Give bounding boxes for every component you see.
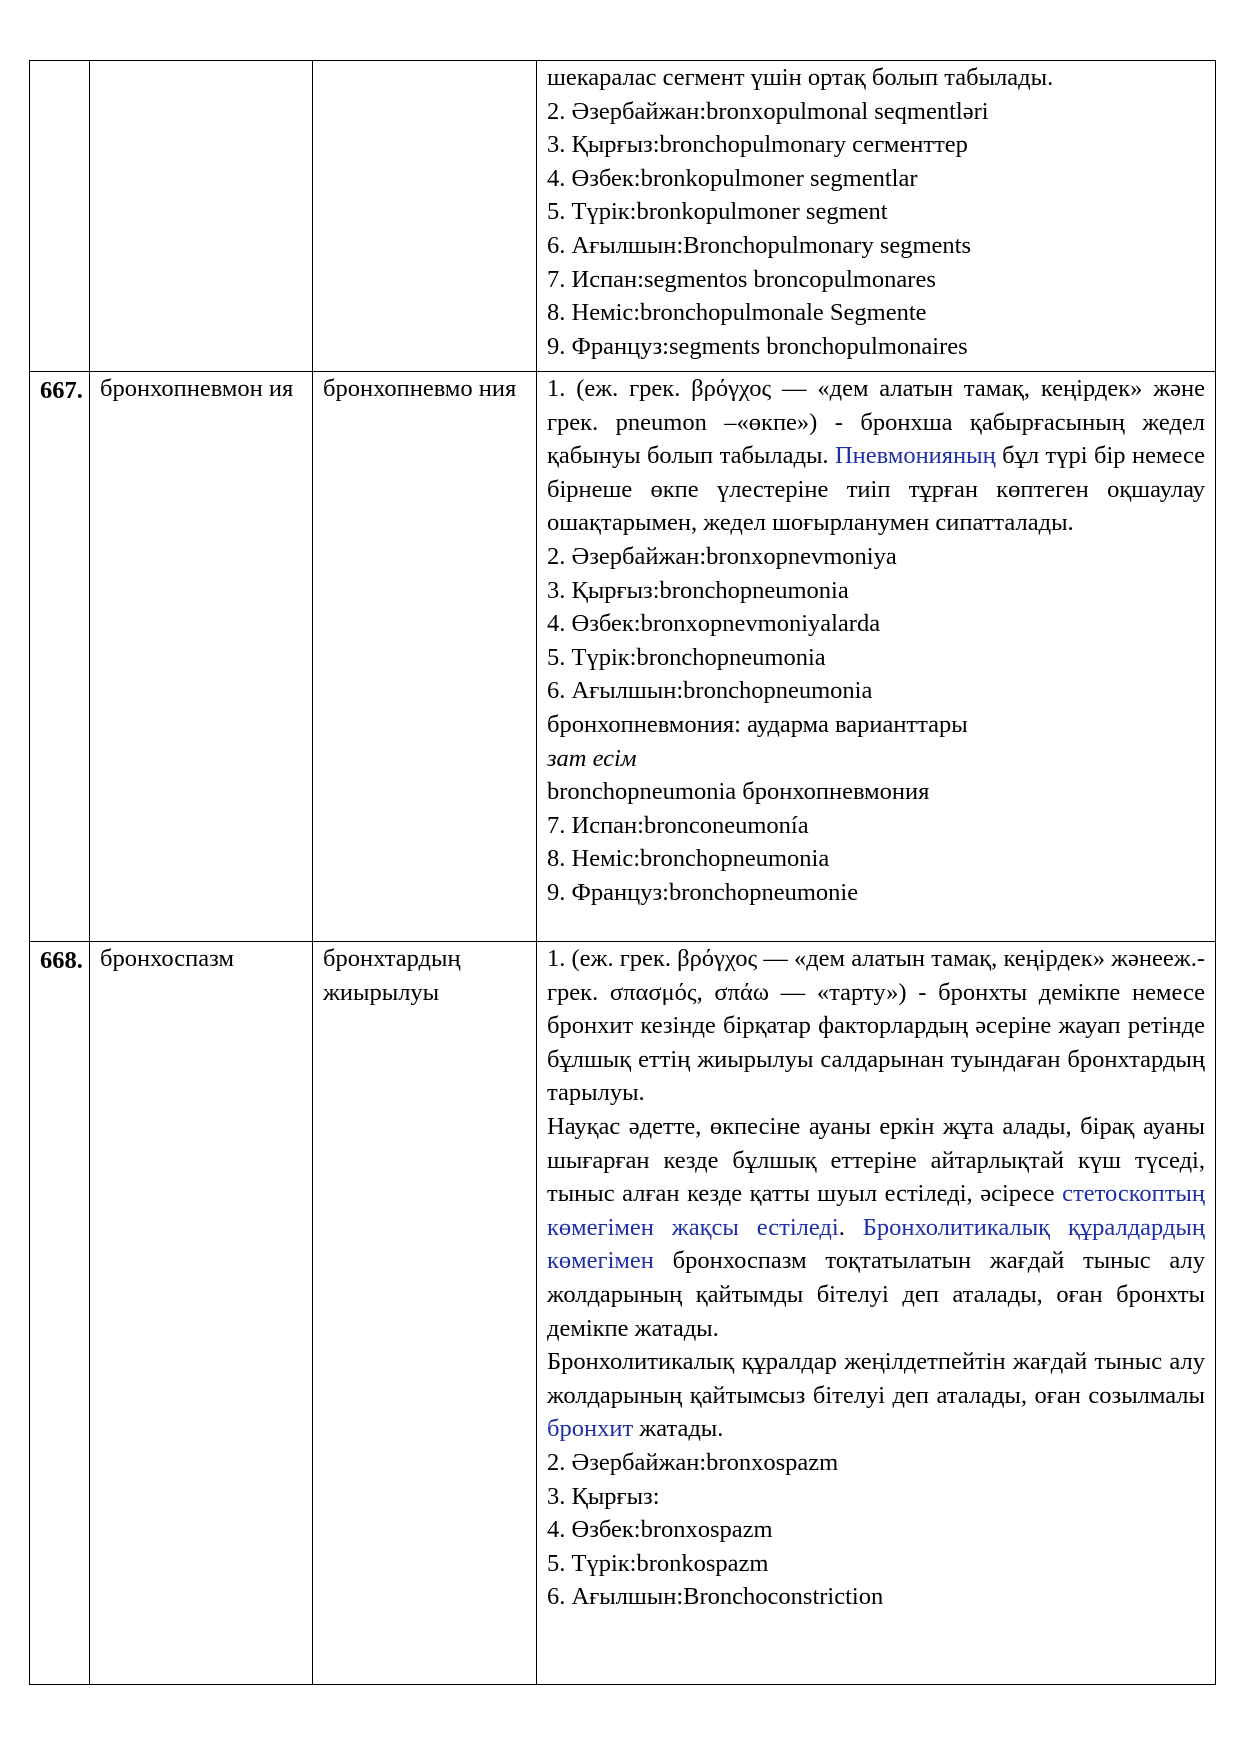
term-kazakh-cell [313,61,537,372]
part-of-speech-note: зат есім [547,744,637,772]
translation-line: 7. Испан:segmentos broncopulmonares [547,265,936,293]
translation-line: 3. Қырғыз:bronchopneumonia [547,576,849,604]
translation-line: 6. Ағылшын:Bronchopulmonary segments [547,231,972,259]
definition-paragraph [547,1345,1205,1446]
entry-number-cell: 667. [30,372,90,942]
entry-number-cell: 668. [30,942,90,1685]
translation-line: 8. Неміс:bronchopneumonia [547,845,830,873]
translation-line: 5. Түрік:bronkospazm [547,1549,769,1577]
translation-line: bronchopneumonia бронхопневмония [547,778,930,806]
definition-cell [537,942,1216,1685]
bronchitis-link[interactable]: бронхит [547,1415,634,1443]
dictionary-table [29,60,1216,1685]
bronchodilator-link[interactable]: Бронхолитикалық құралдардың көмегімен [547,1213,1206,1275]
definition-cell [537,372,1216,942]
term-kazakh-cell: бронхопневмо ния [313,372,537,942]
term-russian-cell: бронхопневмон ия [90,372,313,942]
translation-line: 8. Неміс:bronchopulmonale Segmente [547,299,927,327]
stethoscope-link[interactable]: стетоскоптың көмегімен жақсы естіледі [547,1180,1205,1241]
definition-text: бұл түрі бір немесе бірнеше өкпе үлестеріне тиіп тұрған көптеген оқшаулау ошақтарымен, жедел шоғырланумен сипатталады. [547,442,1205,537]
definition-text: 1. (еж. грек. βρόγχος — «дем алатын тамақ, кеңірдек» және грек. pneumon –«өкпе») - бронхша қабырғасының жедел қабынуы болып табылады. [547,375,1205,470]
translation-line: 3. Қырғыз:bronchopulmonary сегменттер [547,131,968,159]
definition-text: бронхоспазм тоқтатылатын жағдай тыныс алу жолдарының қайтымды бітелуі деп аталады, оған бронхты демікпе жатады. [547,1247,1205,1342]
definition-line: шекаралас сегмент үшін ортақ болып табылады. [547,64,1054,91]
translation-line: 2. Әзербайжан:bronxopnevmoniya [547,542,897,570]
table-row [30,61,1216,372]
term-russian-cell: бронхоспазм [90,942,313,1685]
definition-paragraph: 1. (еж. грек. βρόγχος — «дем алатын тамақ, кеңірдек» жәнееж.-грек. σπασμός, σπάω — «тарту») - бронхты демікпе немесе бронхит кезінде бірқатар факторлардың әсеріне жауап ретінде бұлшық еттің жиырылуы салдарынан туындаған бронхтардың тарылуы. [547,945,1205,1107]
translation-line: 7. Испан:bronconeumonía [547,811,809,839]
translation-variants-line: бронхопневмония: аударма варианттары [547,710,968,738]
translation-line: 2. Әзербайжан:bronxospazm [547,1448,839,1476]
translation-line: 6. Ағылшын:Bronchoconstriction [547,1583,884,1611]
table-row [30,942,1216,1685]
pneumonia-link[interactable]: Пневмонияның [834,442,996,470]
definition-text: Науқас әдетте, өкпесіне ауаны еркін жұта алады, бірақ ауаны шығарған кезде бұлшық еттеріне айтарлықтай күш түседі, тыныс алған кезде қатты шуыл естіледі, әсіресе [547,1112,1205,1208]
definition-text: жатады. [633,1415,724,1443]
definition-cell [537,61,1216,372]
term-kazakh-cell: бронхтардың жиырылуы [313,942,537,1685]
translation-line: 6. Ағылшын:bronchopneumonia [547,677,873,705]
translation-line: 9. Француз:bronchopneumonie [547,878,859,906]
translation-line: 4. Өзбек:bronkopulmoner segmentlar [547,164,918,192]
translation-line: 9. Француз:segments bronchopulmonaires [547,332,968,360]
translation-line: 5. Түрік:bronkopulmoner segment [547,198,888,226]
translation-line: 4. Өзбек:bronxopnevmoniyalarda [547,610,881,638]
definition-text: Бронхолитикалық құралдар жеңілдетпейтін жағдай тыныс алу жолдарының қайтымсыз бітелуі деп аталады, оған созылмалы [547,1348,1205,1409]
table-row [30,372,1216,942]
translation-line: 2. Әзербайжан:bronxopulmonal seqmentləri [547,97,989,125]
definition-paragraph [547,372,1205,540]
translation-line: 5. Түрік:bronchopneumonia [547,643,826,671]
entry-number-cell [30,61,90,372]
translation-line: 3. Қырғыз: [547,1482,660,1510]
term-russian-cell [90,61,313,372]
definition-text: . [838,1213,863,1241]
translation-line: 4. Өзбек:bronxospazm [547,1516,773,1544]
definition-paragraph [547,1110,1205,1345]
